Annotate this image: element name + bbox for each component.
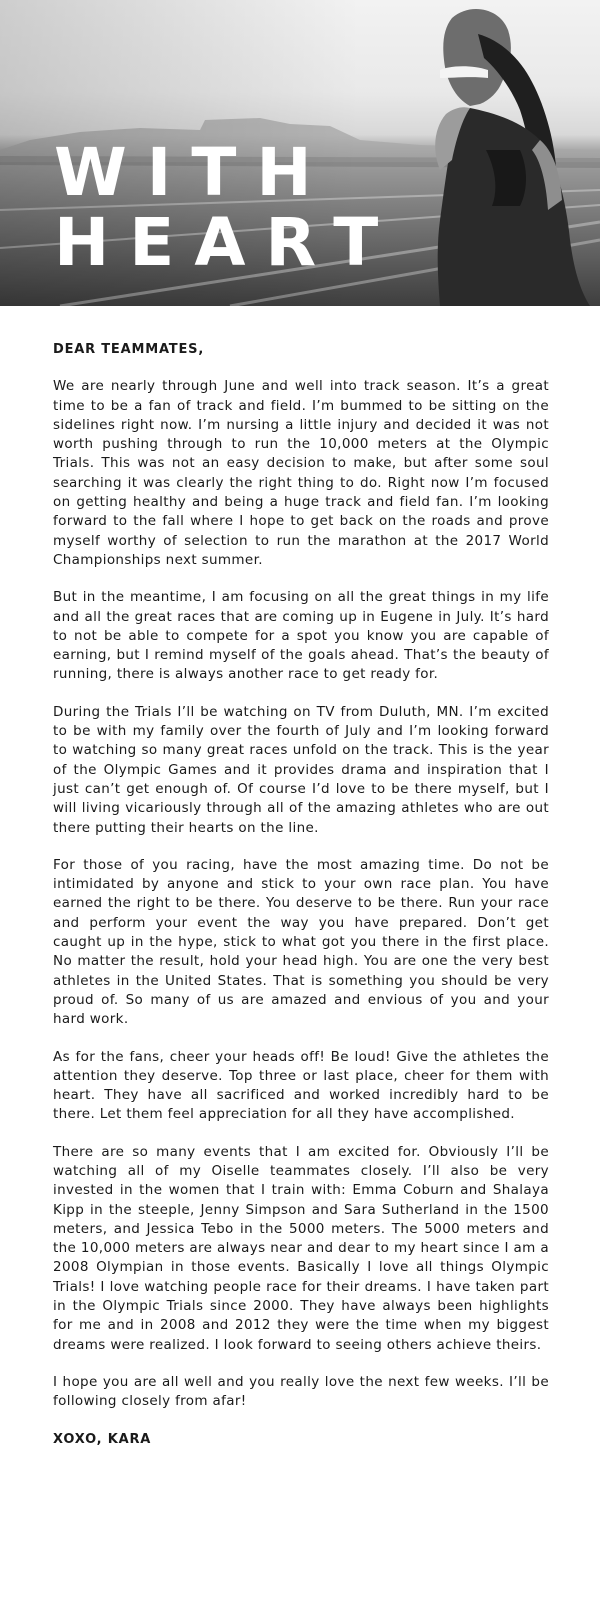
hero-banner [0, 0, 600, 306]
hero-title-line-2: HEART [54, 204, 399, 281]
letter-paragraph-3: During the Trials I’ll be watching on TV from Duluth, MN. I’m excited to be with my family over the fourth of July and I’m looking forward to watching so many great races unfold on the track. This is the year of the Olympic Games and it provides drama and inspiration that I just can’t get enough of. Of course I’d love to be there myself, but I will living vicariously through all of the amazing athletes who are out there putting their hearts on the line. [53, 703, 549, 836]
signoff: XOXO, KARA [53, 1431, 152, 1447]
letter-paragraph-6: There are so many events that I am excited for. Obviously I’ll be watching all of my Oiselle teammates closely. I’ll also be very invested in the women that I train with: Emma Coburn and Shalaya Kipp in the steeple, Jenny Simpson and Sara Sutherland in the 1500 meters, and Jessica Tebo in the 5000 meters. The 5000 meters and the 10,000 meters are always near and dear to my heart since I am a 2008 Olympian in those events. Basically I love all things Olympic Trials! I love watching people race for their dreams. I have taken part in the Olympic Trials since 2000. They have always been highlights for me and in 2008 and 2012 they were the time when my biggest dreams were realized. I look forward to seeing others achieve theirs. [53, 1143, 549, 1353]
salutation: DEAR TEAMMATES, [53, 342, 205, 357]
hero-title-line-1: WITH [54, 134, 332, 211]
hero-title [54, 134, 399, 281]
letter-paragraph-5: As for the fans, cheer your heads off! Be loud! Give the athletes the attention they deserve. Top three or last place, cheer for them with heart. They have all sacrificed and worked incredibly hard to be there. Let them feel appreciation for all they have accomplished. [53, 1048, 549, 1123]
letter-paragraph-2: But in the meantime, I am focusing on all the great things in my life and all the great races that are coming up in Eugene in July. It’s hard to not be able to compete for a spot you know you are capable of earning, but I remind myself of the goals ahead. That’s the beauty of running, there is always another race to get ready for. [53, 589, 549, 683]
letter-paragraph-1: We are nearly through June and well into track season. It’s a great time to be a fan of track and field. I’m bummed to be sitting on the sidelines right now. I’m nursing a little injury and decided it was not worth pushing through to run the 10,000 meters at the Olympic Trials. This was not an easy decision to make, but after some soul searching it was clearly the right thing to do. Right now I’m focused on getting healthy and being a huge track and field fan. I’m looking forward to the fall where I hope to get back on the roads and prove myself worthy of selection to run the marathon at the 2017 World Championships next summer. [53, 378, 549, 568]
letter-body [53, 340, 549, 1449]
letter-paragraph-4: For those of you racing, have the most amazing time. Do not be intimidated by anyone and stick to your own race plan. You have earned the right to be there. You deserve to be there. Run your race and perform your event the way you have prepared. Don’t get caught up in the hype, stick to what got you there in the first place. No matter the result, hold your head high. You are one the very best athletes in the United States. That is something you should be very proud of. So many of us are amazed and envious of you and your hard work. [53, 856, 549, 1028]
letter-paragraph-7: I hope you are all well and you really love the next few weeks. I’ll be following closely from afar! [53, 1373, 549, 1410]
